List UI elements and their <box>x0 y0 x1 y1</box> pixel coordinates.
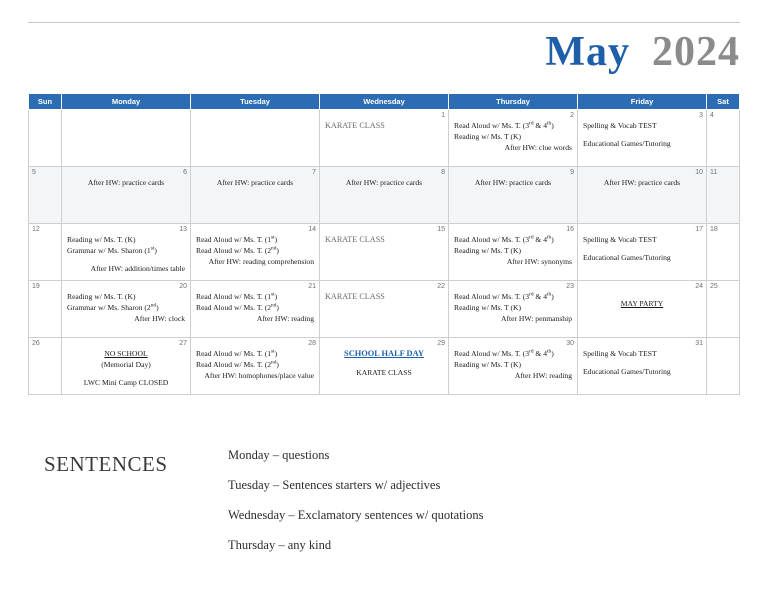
day-cell-empty[interactable] <box>29 110 62 167</box>
day-number: 21 <box>308 283 316 290</box>
day-number: 14 <box>308 226 316 233</box>
day-number <box>707 338 739 340</box>
day-number: 10 <box>695 169 703 176</box>
event-after-hw: After HW: practice cards <box>603 178 681 187</box>
day-cell-empty[interactable] <box>62 110 191 167</box>
sentences-list <box>228 448 698 568</box>
calendar-week-row <box>29 224 740 281</box>
month-calendar <box>28 93 740 395</box>
event-memorial-day: (Memorial Day) <box>101 360 151 369</box>
day-number: 17 <box>695 226 703 233</box>
event-after-hw: After HW: clue words <box>504 143 572 152</box>
event-read-aloud: Read Aloud w/ Ms. T. (1st) <box>196 348 278 358</box>
day-number: 3 <box>699 112 703 119</box>
day-number: 23 <box>566 283 574 290</box>
event-karate-class: KARATE CLASS <box>356 368 412 378</box>
day-cell-may-9[interactable] <box>449 167 578 224</box>
day-cell-may-7[interactable] <box>191 167 320 224</box>
day-cell-may-31[interactable] <box>578 338 707 395</box>
day-number: 1 <box>441 112 445 119</box>
day-cell-may-12[interactable] <box>29 224 62 281</box>
event-after-hw: After HW: homophones/place value <box>204 371 314 380</box>
day-number: 4 <box>710 112 714 119</box>
day-cell-may-24[interactable] <box>578 281 707 338</box>
day-cell-may-15[interactable] <box>320 224 449 281</box>
weekday-header-monday: Monday <box>62 94 191 110</box>
event-after-hw: After HW: practice cards <box>345 178 423 187</box>
day-cell-may-2[interactable] <box>449 110 578 167</box>
event-after-hw: After HW: practice cards <box>216 178 294 187</box>
day-cell-may-30[interactable] <box>449 338 578 395</box>
day-number: 9 <box>570 169 574 176</box>
day-number: 24 <box>695 283 703 290</box>
day-cell-may-13[interactable] <box>62 224 191 281</box>
weekday-header-sun: Sun <box>29 94 62 110</box>
event-after-hw: After HW: synonyms <box>506 257 572 266</box>
day-cell-may-21[interactable] <box>191 281 320 338</box>
event-mini-camp-closed: LWC Mini Camp CLOSED <box>83 378 169 387</box>
day-number: 26 <box>32 340 40 347</box>
day-cell-may-17[interactable] <box>578 224 707 281</box>
weekday-header-sat: Sat <box>707 94 740 110</box>
weekday-header-friday: Friday <box>578 94 707 110</box>
event-reading: Reading w/ Ms. T (K) <box>454 360 522 369</box>
title-year: 2024 <box>652 29 740 75</box>
event-after-hw: After HW: practice cards <box>87 178 165 187</box>
event-karate-class: KARATE CLASS <box>325 235 385 244</box>
event-read-aloud: Read Aloud w/ Ms. T. (2nd) <box>196 245 279 255</box>
day-number: 22 <box>437 283 445 290</box>
day-number <box>29 110 61 112</box>
day-number: 12 <box>32 226 40 233</box>
day-number: 18 <box>710 226 718 233</box>
event-read-aloud: Read Aloud w/ Ms. T. (1st) <box>196 234 278 244</box>
day-cell-may-28[interactable] <box>191 338 320 395</box>
event-reading: Reading w/ Ms. T (K) <box>454 303 522 312</box>
event-read-aloud: Read Aloud w/ Ms. T. (3rd & 4th) <box>454 120 554 130</box>
event-after-hw: After HW: practice cards <box>474 178 552 187</box>
day-cell-may-29[interactable] <box>320 338 449 395</box>
day-cell-may-26[interactable] <box>29 338 62 395</box>
event-after-hw: After HW: penmanship <box>501 314 572 323</box>
day-cell-may-19[interactable] <box>29 281 62 338</box>
weekday-header-tuesday: Tuesday <box>191 94 320 110</box>
day-cell-may-4[interactable] <box>707 110 740 167</box>
day-cell-may-6[interactable] <box>62 167 191 224</box>
event-spelling-vocab-test: Spelling & Vocab TEST <box>583 349 657 358</box>
day-number: 19 <box>32 283 40 290</box>
title-month: May <box>545 29 630 75</box>
day-cell-may-10[interactable] <box>578 167 707 224</box>
list-item: Tuesday – Sentences starters w/ adjectives <box>228 478 441 492</box>
weekday-header-wednesday: Wednesday <box>320 94 449 110</box>
list-item: Monday – questions <box>228 448 330 462</box>
weekday-header-thursday: Thursday <box>449 94 578 110</box>
day-number: 11 <box>710 169 718 176</box>
day-cell-may-11[interactable] <box>707 167 740 224</box>
event-read-aloud: Read Aloud w/ Ms. T. (3rd & 4th) <box>454 348 554 358</box>
event-grammar: Grammar w/ Ms. Sharon (2nd) <box>67 302 159 312</box>
day-number: 20 <box>179 283 187 290</box>
day-cell-may-5[interactable] <box>29 167 62 224</box>
event-after-hw: After HW: reading <box>256 314 314 323</box>
day-cell-may-8[interactable] <box>320 167 449 224</box>
list-item: Wednesday – Exclamatory sentences w/ quotations <box>228 508 484 522</box>
day-cell-empty[interactable] <box>707 338 740 395</box>
event-reading: Reading w/ Ms. T. (K) <box>67 235 136 244</box>
day-number <box>62 110 190 112</box>
sentences-heading: SENTENCES <box>44 452 168 476</box>
day-number: 2 <box>570 112 574 119</box>
event-spelling-vocab-test: Spelling & Vocab TEST <box>583 235 657 244</box>
event-read-aloud: Read Aloud w/ Ms. T. (2nd) <box>196 302 279 312</box>
day-cell-may-27[interactable] <box>62 338 191 395</box>
event-reading: Reading w/ Ms. T. (K) <box>67 292 136 301</box>
event-after-hw: After HW: reading comprehension <box>208 257 314 266</box>
day-cell-may-14[interactable] <box>191 224 320 281</box>
event-read-aloud: Read Aloud w/ Ms. T. (1st) <box>196 291 278 301</box>
day-number: 6 <box>183 169 187 176</box>
calendar-week-row <box>29 167 740 224</box>
header-divider <box>28 22 740 23</box>
event-after-hw: After HW: reading <box>514 371 572 380</box>
event-educational-games: Educational Games/Tutoring <box>583 139 671 148</box>
day-number: 29 <box>437 340 445 347</box>
day-cell-may-20[interactable] <box>62 281 191 338</box>
event-karate-class: KARATE CLASS <box>325 292 385 301</box>
day-cell-may-23[interactable] <box>449 281 578 338</box>
day-cell-may-3[interactable] <box>578 110 707 167</box>
list-item: Thursday – any kind <box>228 538 332 552</box>
event-reading: Reading w/ Ms. T (K) <box>454 246 522 255</box>
event-after-hw: After HW: addition/times table <box>90 264 185 273</box>
day-cell-may-1[interactable] <box>320 110 449 167</box>
event-read-aloud: Read Aloud w/ Ms. T. (3rd & 4th) <box>454 291 554 301</box>
day-number: 31 <box>695 340 703 347</box>
day-cell-empty[interactable] <box>191 110 320 167</box>
day-cell-may-25[interactable] <box>707 281 740 338</box>
event-may-party: MAY PARTY <box>620 299 664 308</box>
event-educational-games: Educational Games/Tutoring <box>583 367 671 376</box>
event-no-school: NO SCHOOL <box>104 349 148 358</box>
day-number: 15 <box>437 226 445 233</box>
day-cell-may-18[interactable] <box>707 224 740 281</box>
event-after-hw: After HW: clock <box>134 314 185 323</box>
calendar-week-row <box>29 110 740 167</box>
event-educational-games: Educational Games/Tutoring <box>583 253 671 262</box>
day-number: 28 <box>308 340 316 347</box>
day-number: 13 <box>179 226 187 233</box>
event-grammar: Grammar w/ Ms. Sharon (1st) <box>67 245 157 255</box>
day-cell-may-22[interactable] <box>320 281 449 338</box>
day-number <box>191 110 319 112</box>
day-number: 8 <box>441 169 445 176</box>
day-number: 25 <box>710 283 718 290</box>
day-cell-may-16[interactable] <box>449 224 578 281</box>
day-number: 16 <box>566 226 574 233</box>
day-number: 27 <box>179 340 187 347</box>
event-reading: Reading w/ Ms. T (K) <box>454 132 522 141</box>
calendar-week-row <box>29 281 740 338</box>
day-number: 30 <box>566 340 574 347</box>
day-number: 5 <box>32 169 36 176</box>
event-read-aloud: Read Aloud w/ Ms. T. (3rd & 4th) <box>454 234 554 244</box>
event-school-half-day: SCHOOL HALF DAY <box>344 349 424 358</box>
calendar-week-row <box>29 338 740 395</box>
day-number: 7 <box>312 169 316 176</box>
event-spelling-vocab-test: Spelling & Vocab TEST <box>583 121 657 130</box>
event-read-aloud: Read Aloud w/ Ms. T. (2nd) <box>196 359 279 369</box>
event-karate-class: KARATE CLASS <box>325 121 385 130</box>
page-title <box>545 28 740 76</box>
